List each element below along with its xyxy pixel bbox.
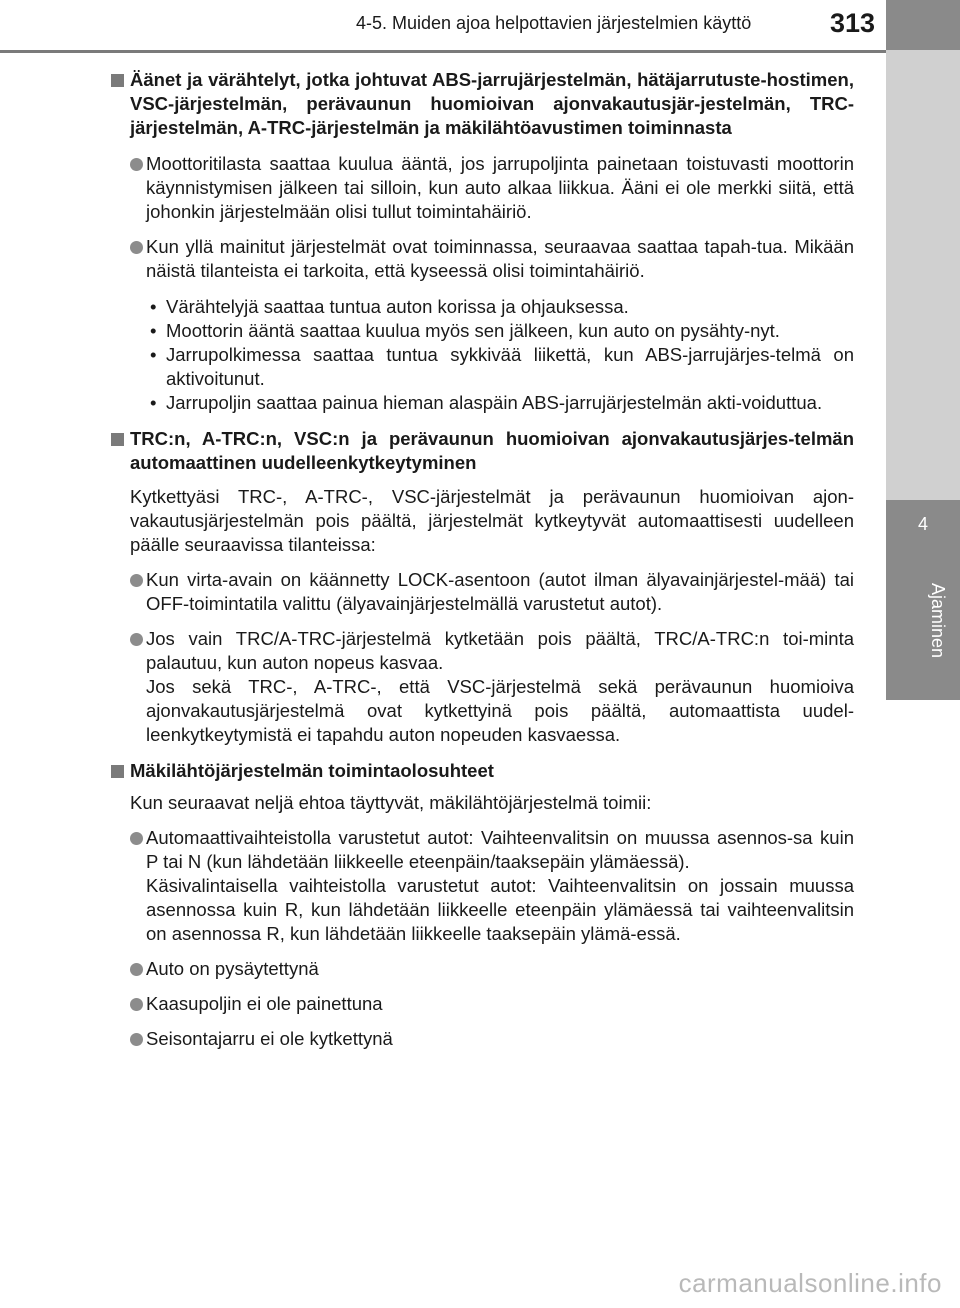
tab-light-block bbox=[886, 50, 960, 500]
sub-list-item bbox=[108, 343, 854, 391]
section-heading-text: Mäkilähtöjärjestelmän toimintaolosuhteet bbox=[130, 760, 494, 781]
bullet-item bbox=[108, 568, 854, 616]
sub-list-text: Jarrupoljin saattaa painua hieman alaspäin ABS-jarrujärjestelmän akti-voiduttua. bbox=[166, 392, 823, 413]
bullet-text: Seisontajarru ei ole kytkettynä bbox=[146, 1028, 393, 1049]
paragraph: Kun seuraavat neljä ehtoa täyttyvät, mäkilähtöjärjestelmä toimii: bbox=[130, 792, 652, 813]
bullet-text: Moottoritilasta saattaa kuulua ääntä, jos jarrupoljinta painetaan toistuvasti moottorin käynnistymisen jälkeen tai silloin, kun auto alkaa liikkua. Ääni ei ole merkki siitä, että johonkin järjestelmään olisi tullut toimintahäiriö. bbox=[146, 153, 854, 222]
bullet-text: Käsivalintaisella vaihteistolla varustetut autot: Vaihteenvalitsin on jossain muussa asennossa kuin R, kun lähdetään liikkeelle eteenpäin ylämäessä tai vaihteenvalitsin on asennossa R, kun lähdetään liikkeelle taaksepäin ylämä-essä. bbox=[146, 875, 854, 944]
sub-list bbox=[108, 295, 854, 415]
bullet-item bbox=[108, 992, 854, 1016]
dot-bullet-icon: • bbox=[150, 296, 157, 317]
circle-bullet-icon bbox=[130, 158, 143, 171]
bullet-item bbox=[108, 235, 854, 283]
square-bullet-icon bbox=[111, 433, 124, 446]
circle-bullet-icon bbox=[130, 633, 143, 646]
bullet-text: Kun yllä mainitut järjestelmät ovat toiminnassa, seuraavaa saattaa tapah-tua. Mikään näistä tilanteista ei tarkoita, että kyseessä olisi toimintahäiriö. bbox=[146, 236, 854, 281]
header-title: 4-5. Muiden ajoa helpottavien järjestelmien käyttö bbox=[356, 13, 752, 33]
bullet-text: Jos sekä TRC-, A-TRC-, että VSC-järjestelmä sekä perävaunun huomioiva ajonvakautusjärjestelmä ovat kytkettyinä pois päältä, automaattista uudel-leenkytkeytymistä ei tapahdu auton nopeuden kasvaessa. bbox=[146, 676, 854, 745]
page-number: 313 bbox=[830, 8, 876, 38]
circle-bullet-icon bbox=[130, 963, 143, 976]
bullet-item bbox=[108, 826, 854, 946]
square-bullet-icon bbox=[111, 74, 124, 87]
bullet-item bbox=[108, 957, 854, 981]
dot-bullet-icon: • bbox=[150, 344, 157, 365]
tab-top-block bbox=[886, 0, 960, 50]
bullet-item bbox=[108, 152, 854, 224]
sub-list-item bbox=[108, 319, 854, 343]
sub-list-text: Moottorin ääntä saattaa kuulua myös sen jälkeen, kun auto on pysähty-nyt. bbox=[166, 320, 780, 341]
sub-list-item bbox=[108, 391, 854, 415]
bullet-item bbox=[108, 627, 854, 747]
bullet-text: Kun virta-avain on käännetty LOCK-asentoon (autot ilman älyavainjärjestel-mää) tai OFF-toimintatila valittu (älyavainjärjestelmällä varustetut autot). bbox=[146, 569, 854, 614]
dot-bullet-icon: • bbox=[150, 392, 157, 413]
paragraph: Kytkettyäsi TRC-, A-TRC-, VSC-järjestelmät ja perävaunun huomioivan ajon-vakautusjärjestelmän pois päältä, järjestelmät kytkeytyvät automaattisesti uudelleen päälle seuraavissa tilanteissa: bbox=[130, 486, 854, 555]
section-heading bbox=[108, 68, 854, 140]
chapter-number: 4 bbox=[917, 514, 928, 534]
header-divider bbox=[0, 50, 886, 53]
square-bullet-icon bbox=[111, 765, 124, 778]
section-heading bbox=[108, 759, 854, 783]
bullet-text: Automaattivaihteistolla varustetut autot: Vaihteenvalitsin on muussa asennos-sa kuin P tai N (kun lähdetään liikkeelle eteenpäin/taaksepäin ylämäessä). bbox=[146, 827, 854, 872]
bullet-text: Kaasupoljin ei ole painettuna bbox=[146, 993, 383, 1014]
watermark: carmanualsonline.info bbox=[678, 1268, 942, 1298]
circle-bullet-icon bbox=[130, 998, 143, 1011]
sub-list-text: Värähtelyjä saattaa tuntua auton korissa ja ohjauksessa. bbox=[166, 296, 629, 317]
circle-bullet-icon bbox=[130, 1033, 143, 1046]
section-heading bbox=[108, 427, 854, 475]
circle-bullet-icon bbox=[130, 241, 143, 254]
page-content bbox=[108, 68, 854, 1051]
page-header bbox=[0, 0, 960, 58]
circle-bullet-icon bbox=[130, 574, 143, 587]
bullet-item bbox=[108, 1027, 854, 1051]
dot-bullet-icon: • bbox=[150, 320, 157, 341]
section-heading-text: Äänet ja värähtelyt, jotka johtuvat ABS-jarrujärjestelmän, hätäjarrutuste-hostimen, VSC-järjestelmän, perävaunun huomioivan ajonvakautusjär-jestelmän, TRC-järjestelmän, A-TRC-järjestelmän ja mäkilähtöavustimen toiminnasta bbox=[130, 69, 854, 138]
sub-list-text: Jarrupolkimessa saattaa tuntua sykkivää liikettä, kun ABS-jarrujärjes-telmä on aktivoitunut. bbox=[166, 344, 854, 389]
circle-bullet-icon bbox=[130, 832, 143, 845]
chapter-tab bbox=[886, 0, 960, 700]
sub-list-item bbox=[108, 295, 854, 319]
section-heading-text: TRC:n, A-TRC:n, VSC:n ja perävaunun huomioivan ajonvakautusjärjes-telmän automaattinen uudelleenkytkeytyminen bbox=[130, 428, 854, 473]
bullet-text: Auto on pysäytettynä bbox=[146, 958, 319, 979]
chapter-label: Ajaminen bbox=[928, 583, 948, 659]
bullet-text: Jos vain TRC/A-TRC-järjestelmä kytketään pois päältä, TRC/A-TRC:n toi-minta palautuu, kun auton nopeus kasvaa. bbox=[146, 628, 854, 673]
